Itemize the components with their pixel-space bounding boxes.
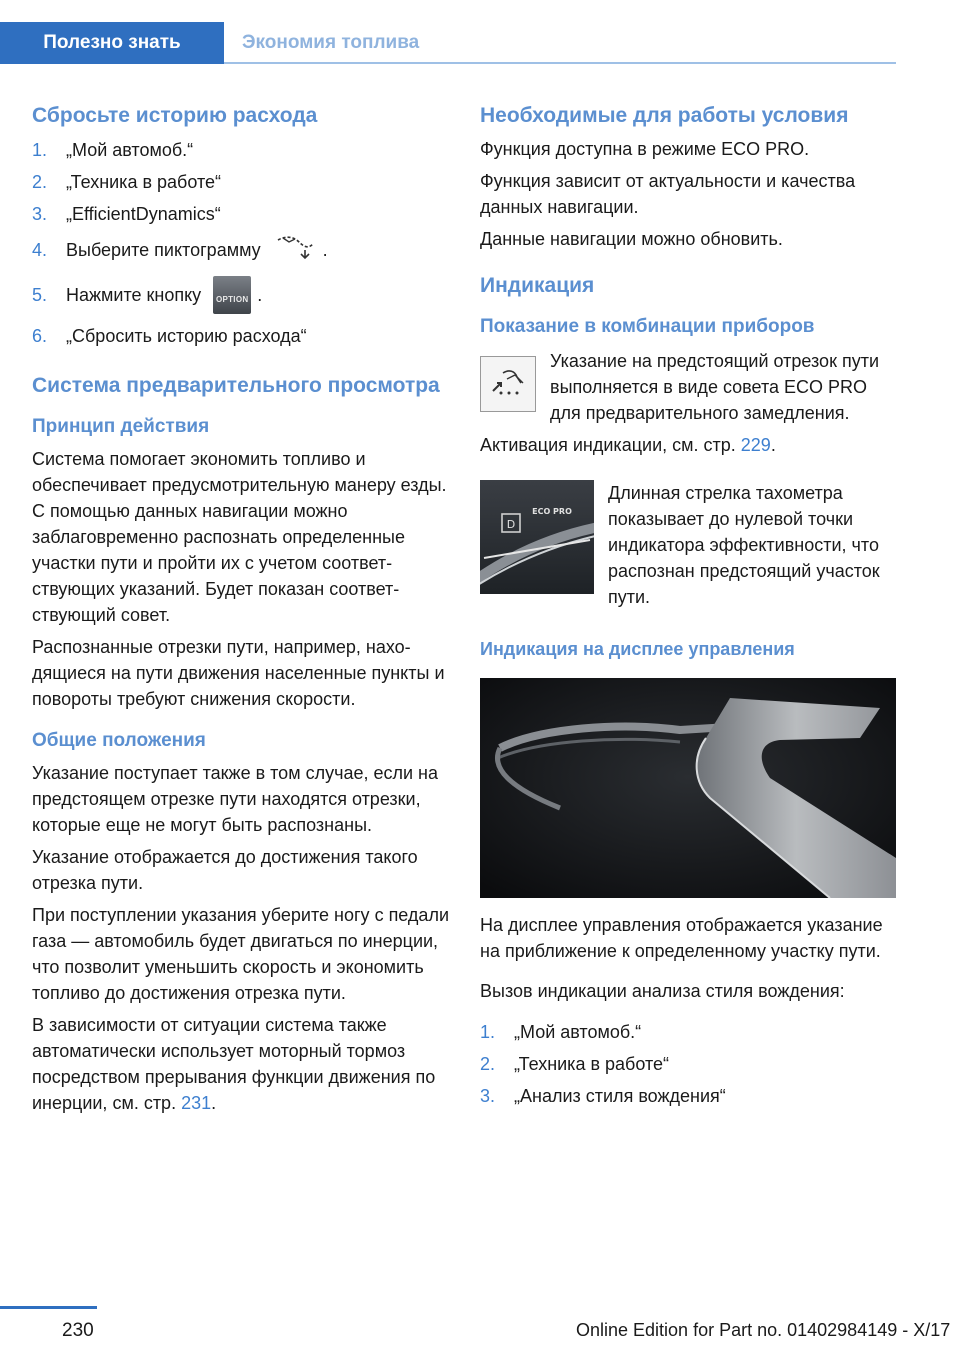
- principle-heading: Принцип действия: [32, 416, 210, 437]
- list-item: [32, 230, 450, 270]
- conditions-paragraph-2: Функция зависит от актуальности и качества данных навигации.: [480, 171, 856, 217]
- page-number: 230: [62, 1320, 94, 1341]
- reset-steps-list: [32, 134, 450, 352]
- step-suffix: .: [257, 285, 263, 305]
- list-item: [32, 134, 450, 166]
- list-item: [480, 1080, 898, 1112]
- step-number: 3.: [32, 204, 48, 224]
- eco-pro-label: ECO PRO: [532, 507, 572, 516]
- general-paragraph-4-text: В зависимости от ситуации система также автоматически использует моторный тормоз посредством прерывания функции движения по инерции, см. стр.: [32, 1015, 436, 1113]
- header-tab-fuel-economy[interactable]: Экономия топлива: [242, 32, 420, 53]
- control-display-road-image: [480, 678, 896, 898]
- step-text: „Техника в работе“: [66, 172, 222, 192]
- cluster-heading: Показание в комбинации приборов: [480, 316, 815, 337]
- step-text: „EfficientDynamics“: [66, 204, 221, 224]
- list-item: [32, 198, 450, 230]
- cluster-paragraph-3: Длинная стрелка тахометра показывает до нулевой точки индикатора эффективности, что распознан предстоящий участок пути.: [608, 483, 880, 607]
- display-heading: Индикация на дисплее управления: [480, 639, 795, 659]
- principle-paragraph-2: Распознанные отрезки пути, например, находящиеся на пути движения населенные пункты и повороты требуют снижения скорости.: [32, 637, 445, 709]
- system-heading: Система предварительного просмотра: [32, 374, 440, 397]
- page-link-231[interactable]: 231: [181, 1093, 212, 1113]
- general-paragraph-1: Указание поступает также в том случае, если на предстоящем отрезке пути находятся отрезки, которые еще не могут быть распознаны.: [32, 763, 438, 835]
- step-number: 3.: [480, 1086, 496, 1106]
- list-item: [32, 270, 450, 320]
- step-text: „Техника в работе“: [514, 1054, 670, 1074]
- conditions-paragraph-3: Данные навигации можно обновить.: [480, 229, 783, 249]
- cluster-block: [480, 348, 898, 426]
- page-link-229[interactable]: 229: [740, 435, 771, 455]
- gauge-block: [480, 480, 898, 610]
- list-item: [32, 166, 450, 198]
- road-preview-icon: [275, 234, 315, 267]
- tachometer-gauge-image: [480, 480, 594, 594]
- display-paragraph-1: На дисплее управления отображается указание на приближение к определенному участку пути.: [480, 915, 883, 961]
- header-tab-useful[interactable]: Полезно знать: [0, 22, 224, 64]
- step-number: 4.: [32, 240, 48, 260]
- display-paragraph-2: Вызов индикации анализа стиля вождения:: [480, 981, 845, 1001]
- left-column: [32, 98, 450, 1116]
- principle-paragraph-1: Система помогает экономить топливо и обеспечивает предусмотрительную манеру езды. С помощью данных навигации можно заблаговременно распознать определенные участки пути и пройти их с учетом соответствующих указаний. Будет показан соответствующий совет.: [32, 449, 447, 625]
- step-number: 2.: [480, 1054, 496, 1074]
- sentence-end: .: [211, 1093, 217, 1113]
- step-text: Нажмите кнопку: [66, 285, 202, 305]
- indication-heading: Индикация: [480, 274, 595, 297]
- step-text: Выберите пиктограмму: [66, 240, 261, 260]
- footer-accent-line: [0, 1306, 97, 1309]
- step-text: „Сбросить историю расхода“: [66, 326, 307, 346]
- general-paragraph-3: При поступлении указания уберите ногу с педали газа — автомобиль будет двигаться по инерции, что позволит уменьшить скорость и экономить топливо до достижения отрезка пути.: [32, 905, 449, 1003]
- option-button-icon[interactable]: [213, 276, 251, 314]
- cluster-paragraph-1: Указание на предстоящий отрезок пути выполняется в виде совета ECO PRO для предварительного замедления.: [550, 351, 879, 423]
- step-number: 5.: [32, 285, 48, 305]
- step-suffix: .: [322, 240, 328, 260]
- step-number: 1.: [32, 140, 48, 160]
- step-number: 6.: [32, 326, 48, 346]
- eco-pro-tip-icon: [480, 356, 536, 412]
- edition-note: Online Edition for Part no. 01402984149 - X/17: [576, 1320, 951, 1340]
- general-paragraph-4: [32, 1012, 450, 1116]
- step-number: 2.: [32, 172, 48, 192]
- step-text: „Мой автомоб.“: [66, 140, 194, 160]
- header-divider: [224, 62, 896, 64]
- cluster-paragraph-2-text: Активация индикации, см. стр.: [480, 435, 736, 455]
- option-button-label: OPTION: [215, 295, 249, 304]
- list-item: [480, 1016, 898, 1048]
- list-item: [480, 1048, 898, 1080]
- list-item: [32, 320, 450, 352]
- step-number: 1.: [480, 1022, 496, 1042]
- reset-history-heading: Сбросьте историю расхода: [32, 104, 318, 127]
- display-steps-list: [480, 1016, 898, 1112]
- step-text: „Мой автомоб.“: [514, 1022, 642, 1042]
- conditions-paragraph-1: Функция доступна в режиме ECO PRO.: [480, 139, 810, 159]
- cluster-paragraph-2: [480, 432, 898, 458]
- sentence-end: .: [770, 435, 776, 455]
- general-heading: Общие положения: [32, 730, 206, 751]
- right-column: [480, 98, 898, 1112]
- general-paragraph-2: Указание отображается до достижения такого отрезка пути.: [32, 847, 418, 893]
- conditions-heading: Необходимые для работы условия: [480, 104, 849, 127]
- gear-label: D: [506, 518, 516, 531]
- step-text: „Анализ стиля вождения“: [514, 1086, 726, 1106]
